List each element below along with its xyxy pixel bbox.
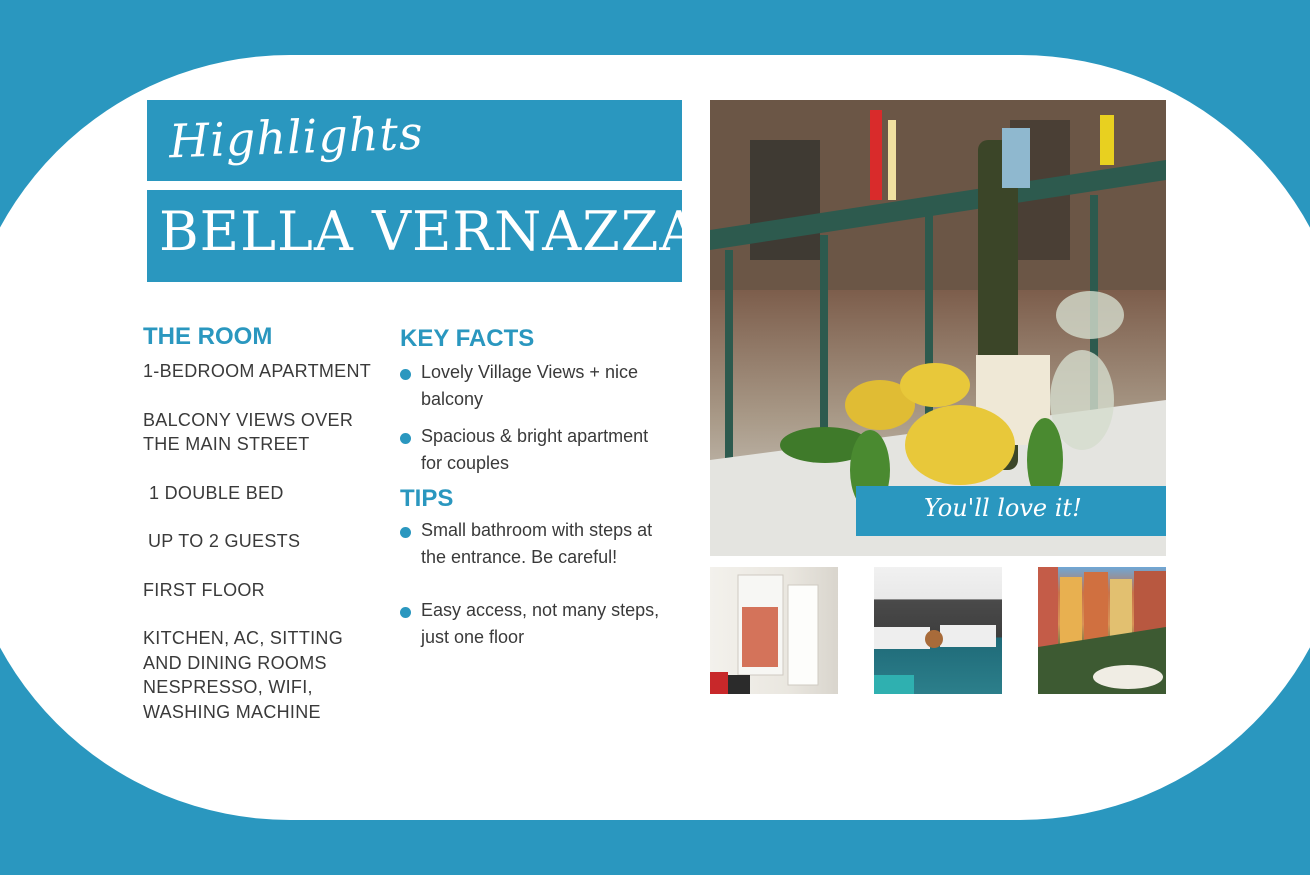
room-item: BALCONY VIEWS OVER THE MAIN STREET <box>143 409 354 454</box>
tip-text: Small bathroom with steps at the entrance. Be careful! <box>421 520 653 567</box>
highlights-banner <box>147 100 682 181</box>
fact-text: Spacious & bright apartment for couples <box>421 426 649 473</box>
thumbnail-balcony-view <box>1038 567 1166 694</box>
window-illustration <box>710 567 838 694</box>
tip-item <box>400 597 660 651</box>
bullet-icon <box>400 369 411 380</box>
bullet-icon <box>400 527 411 538</box>
room-section <box>143 323 383 748</box>
title-banner <box>147 190 700 282</box>
thumbnail-bedroom <box>874 567 1002 694</box>
bullet-icon <box>400 607 411 618</box>
fact-item <box>400 423 660 477</box>
bullet-icon <box>400 433 411 444</box>
fact-item <box>400 359 660 413</box>
tip-text: Easy access, not many steps, just one floor <box>421 600 660 647</box>
room-item: 1 DOUBLE BED <box>149 482 284 503</box>
street-illustration <box>1038 567 1166 694</box>
facts-section <box>400 325 660 651</box>
page-title: BELLA VERNAZZA <box>159 200 700 263</box>
room-item: 1-BEDROOM APARTMENT <box>143 361 372 381</box>
room-item: KITCHEN, AC, SITTING AND DINING ROOMS NESPRESSO, WIFI, WASHING MACHINE <box>143 628 344 722</box>
bed-illustration <box>874 567 1002 694</box>
caption-text: You'll love it! <box>924 494 1082 522</box>
fact-text: Lovely Village Views + nice balcony <box>421 362 638 409</box>
highlights-label: Highlights <box>168 105 425 169</box>
room-item: FIRST FLOOR <box>143 579 265 600</box>
thumbnail-living-room <box>710 567 838 694</box>
room-heading: THE ROOM <box>143 323 273 350</box>
room-item: UP TO 2 GUESTS <box>148 531 301 551</box>
key-facts-heading: KEY FACTS <box>400 325 535 352</box>
tip-item <box>400 517 660 571</box>
caption-banner <box>856 486 1166 536</box>
tips-heading: TIPS <box>400 485 454 512</box>
